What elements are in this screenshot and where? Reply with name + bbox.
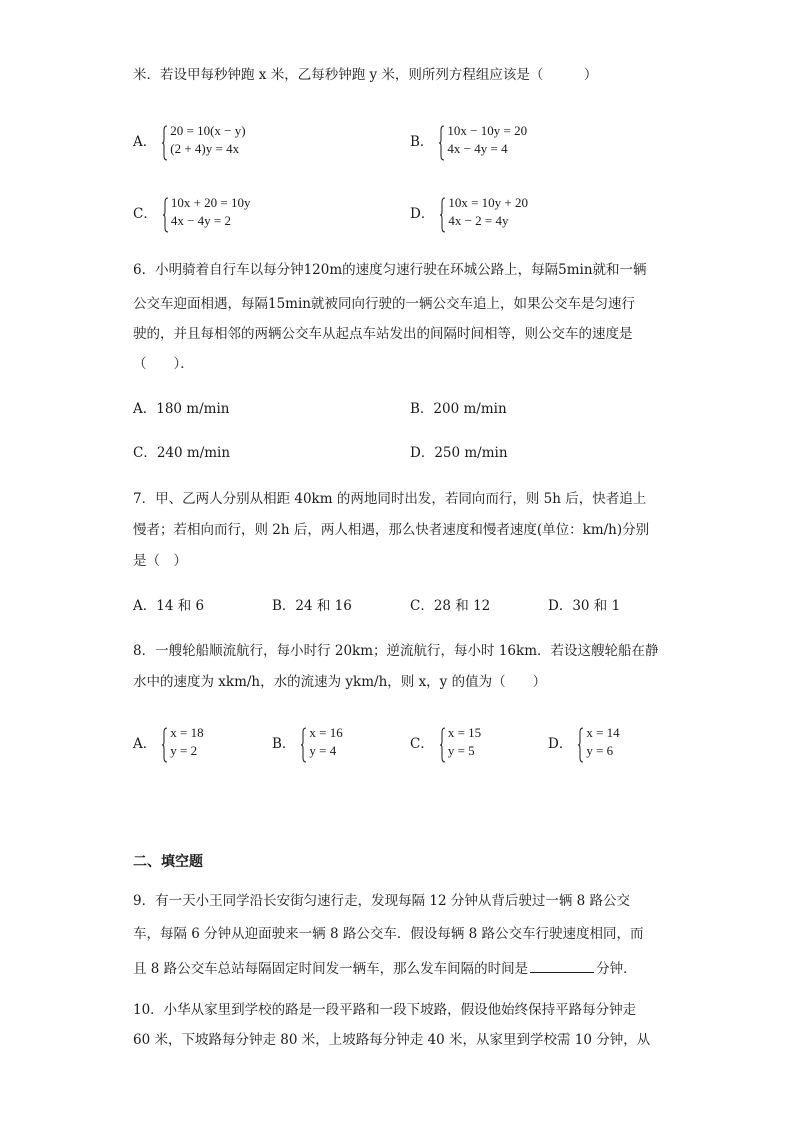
- equation-2: y = 4: [309, 743, 337, 758]
- equation-2: y = 6: [586, 743, 614, 758]
- option-label: D．: [548, 736, 573, 752]
- brace-icon: [162, 125, 167, 155]
- q5-option-d: [410, 194, 528, 230]
- equation-1: x = 14: [586, 725, 620, 740]
- q8-option-a: [133, 724, 204, 760]
- q7-option-c: C．28 和 12: [410, 598, 491, 614]
- q8-line-2: 水中的速度为 xkm/h，水的流速为 ykm/h，则 x，y 的值为（ ）: [133, 674, 547, 690]
- equation-2: 4x − 4y = 4: [447, 141, 508, 156]
- q6-line-4: （ ）．: [133, 356, 194, 372]
- q8-option-d: [548, 724, 620, 760]
- q9-line-1: 9．有一天小王同学沿长安街匀速行走，发现每隔 12 分钟从背后驶过一辆 8 路公交: [133, 893, 631, 909]
- q5-option-a: [133, 122, 246, 158]
- brace-icon: [440, 197, 445, 227]
- equation-2: y = 2: [170, 743, 198, 758]
- equation-2: 4x − 4y = 2: [170, 213, 232, 228]
- q6-line-1: 6．小明骑着自行车以每分钟120m的速度匀速行驶在环城公路上，每隔5min就和一辆: [133, 262, 647, 278]
- equation-1: x = 18: [170, 725, 204, 740]
- option-label: D．: [410, 206, 435, 222]
- equation-1: 10x + 20 = 10y: [170, 195, 251, 210]
- option-label: A．: [133, 134, 157, 150]
- option-label: B．: [272, 736, 296, 752]
- brace-icon: [301, 727, 306, 757]
- brace-icon: [440, 727, 445, 757]
- q7-line-3: 是（ ）: [133, 553, 187, 569]
- q7-option-b: B．24 和 16: [272, 598, 352, 614]
- q7-line-1: 7．甲、乙两人分别从相距 40km 的两地同时出发，若同向而行，则 5h 后，快者追上: [133, 491, 647, 507]
- q7-line-2: 慢者；若相向而行，则 2h 后，两人相遇，那么快者速度和慢者速度(单位：km/h)分别: [133, 522, 650, 538]
- equation-2: y = 5: [447, 743, 475, 758]
- q9-line-2: 车，每隔 6 分钟从迎面驶来一辆 8 路公交车．假设每辆 8 路公交车行驶速度相同，而: [133, 926, 644, 942]
- option-label: C．: [133, 206, 157, 222]
- q6-option-b: B．200 m/min: [410, 401, 507, 417]
- option-label: A．: [133, 736, 157, 752]
- equation-1: 20 = 10(x − y): [170, 123, 246, 138]
- q10-line-2: 60 米，下坡路每分钟走 80 米，上坡路每分钟走 40 米，从家里到学校需 10 分钟，从: [133, 1032, 651, 1048]
- q6-option-d: D．250 m/min: [410, 445, 508, 461]
- brace-icon: [162, 727, 167, 757]
- q7-option-d: D．30 和 1: [548, 598, 621, 614]
- q6-line-3: 驶的，并且每相邻的两辆公交车从起点车站发出的间隔时间相等，则公交车的速度是: [133, 326, 633, 342]
- q9-line-3-text: 且 8 路公交车总站每隔固定时间发一辆车，那么发车间隔的时间是: [133, 961, 529, 977]
- q5-option-c: [133, 194, 251, 230]
- equation-2: 4x − 2 = 4y: [448, 213, 509, 228]
- q9-line-3-unit: 分钟．: [596, 961, 637, 977]
- q7-option-a: A．14 和 6: [133, 598, 205, 614]
- q10-line-1: 10．小华从家里到学校的路是一段平路和一段下坡路，假设他始终保持平路每分钟走: [133, 1002, 637, 1018]
- q8-option-b: [272, 724, 343, 760]
- q9-line-3: [133, 960, 637, 977]
- option-label: B．: [410, 134, 434, 150]
- q8-line-1: 8．一艘轮船顺流航行，每小时行 20km；逆流航行，每小时 16km．若设这艘轮船在静: [133, 643, 659, 659]
- section-title: 二、填空题: [133, 854, 203, 870]
- equation-1: x = 15: [447, 725, 482, 740]
- q6-line-2: 公交车迎面相遇，每隔15min就被同向行驶的一辆公交车追上，如果公交车是匀速行: [133, 296, 635, 312]
- equation-1: 10x − 10y = 20: [447, 123, 528, 138]
- q8-option-c: [410, 724, 481, 760]
- equation-1: x = 16: [309, 725, 343, 740]
- q6-option-c: C．240 m/min: [133, 445, 231, 461]
- q6-option-a: A．180 m/min: [133, 401, 230, 417]
- brace-icon: [578, 727, 583, 757]
- q5-stem-tail: 米．若设甲每秒钟跑 x 米，乙每秒钟跑 y 米，则所列方程组应该是（ ）: [133, 67, 598, 83]
- option-label: C．: [410, 736, 434, 752]
- equation-2: (2 + 4)y = 4x: [170, 141, 240, 156]
- q5-option-b: [410, 122, 527, 158]
- brace-icon: [439, 125, 444, 155]
- answer-blank[interactable]: [530, 960, 594, 973]
- equation-1: 10x = 10y + 20: [448, 195, 528, 210]
- brace-icon: [163, 197, 168, 227]
